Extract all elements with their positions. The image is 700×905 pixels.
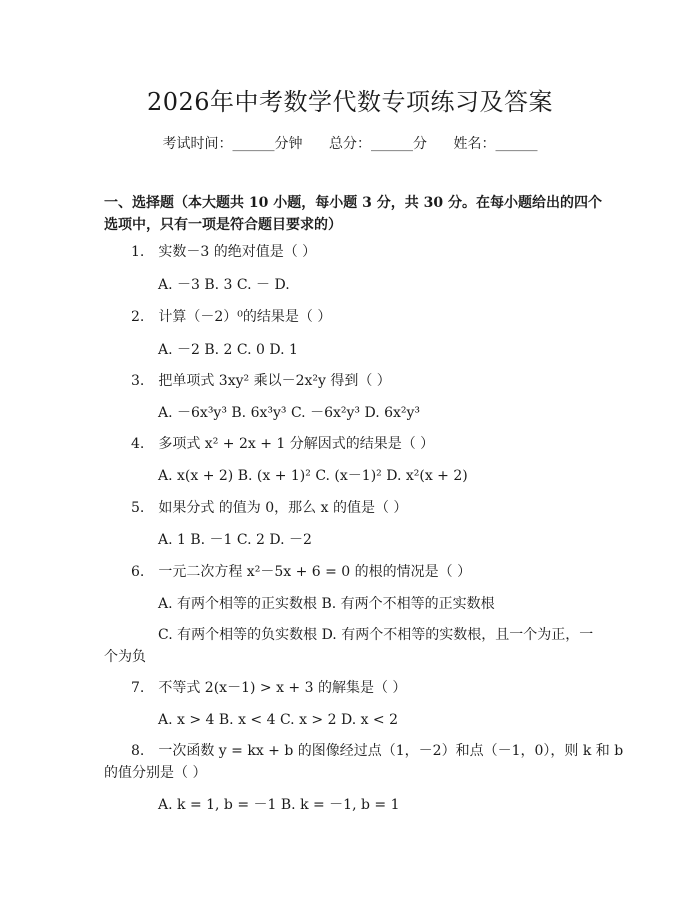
section-heading: 一、选择题（本大题共 10 小题，每小题 3 分，共 30 分。在每小题给出的四个选项中，只有一项是符合题目要求的）: [104, 195, 602, 233]
question-8-options: A. k = 1, b = －1 B. k = －1, b = 1: [158, 797, 400, 813]
question-4-options: A. x(x + 2) B. (x + 1)² C. (x－1)² D. x²(x + 2): [158, 468, 468, 484]
question-3: 3. 把单项式 3xy² 乘以－2x²y 得到（ ）: [131, 373, 391, 389]
student-name: 姓名：______: [453, 136, 538, 152]
exam-meta: [0, 133, 700, 153]
question-2-options: A. －2 B. 2 C. 0 D. 1: [158, 342, 298, 358]
question-1: 1. 实数－3 的绝对值是（ ）: [131, 244, 317, 260]
question-6-options-2: C. 有两个相等的负实数根 D. 有两个不相等的实数根，且一个为正，一: [158, 627, 594, 643]
question-8: 8. 一次函数 y = kx + b 的图像经过点（1，－2）和点（－1，0），则 k 和 b: [131, 743, 624, 759]
question-2: 2. 计算（－2）⁰的结果是（ ）: [131, 309, 332, 325]
page-title: 2026年中考数学代数专项练习及答案: [146, 88, 554, 116]
exam-time: 考试时间：______分钟: [162, 136, 303, 152]
question-5-options: A. 1 B. －1 C. 2 D. －2: [158, 532, 312, 548]
question-8-cont: 的值分别是（ ）: [104, 765, 207, 781]
question-5: 5. 如果分式 的值为 0，那么 x 的值是（ ）: [131, 500, 408, 516]
total-score: 总分：______分: [329, 136, 427, 152]
question-6: 6. 一元二次方程 x²－5x + 6 = 0 的根的情况是（ ）: [131, 564, 472, 580]
question-4: 4. 多项式 x² + 2x + 1 分解因式的结果是（ ）: [131, 436, 435, 452]
question-7: 7. 不等式 2(x－1) > x + 3 的解集是（ ）: [131, 680, 407, 696]
question-6-options: A. 有两个相等的正实数根 B. 有两个不相等的正实数根: [158, 596, 495, 612]
question-3-options: A. －6x³y³ B. 6x³y³ C. －6x²y³ D. 6x²y³: [158, 405, 421, 421]
question-1-options: A. －3 B. 3 C. － D.: [158, 277, 290, 293]
question-6-options-2-cont: 个为负: [104, 649, 146, 665]
question-7-options: A. x > 4 B. x < 4 C. x > 2 D. x < 2: [158, 712, 399, 728]
